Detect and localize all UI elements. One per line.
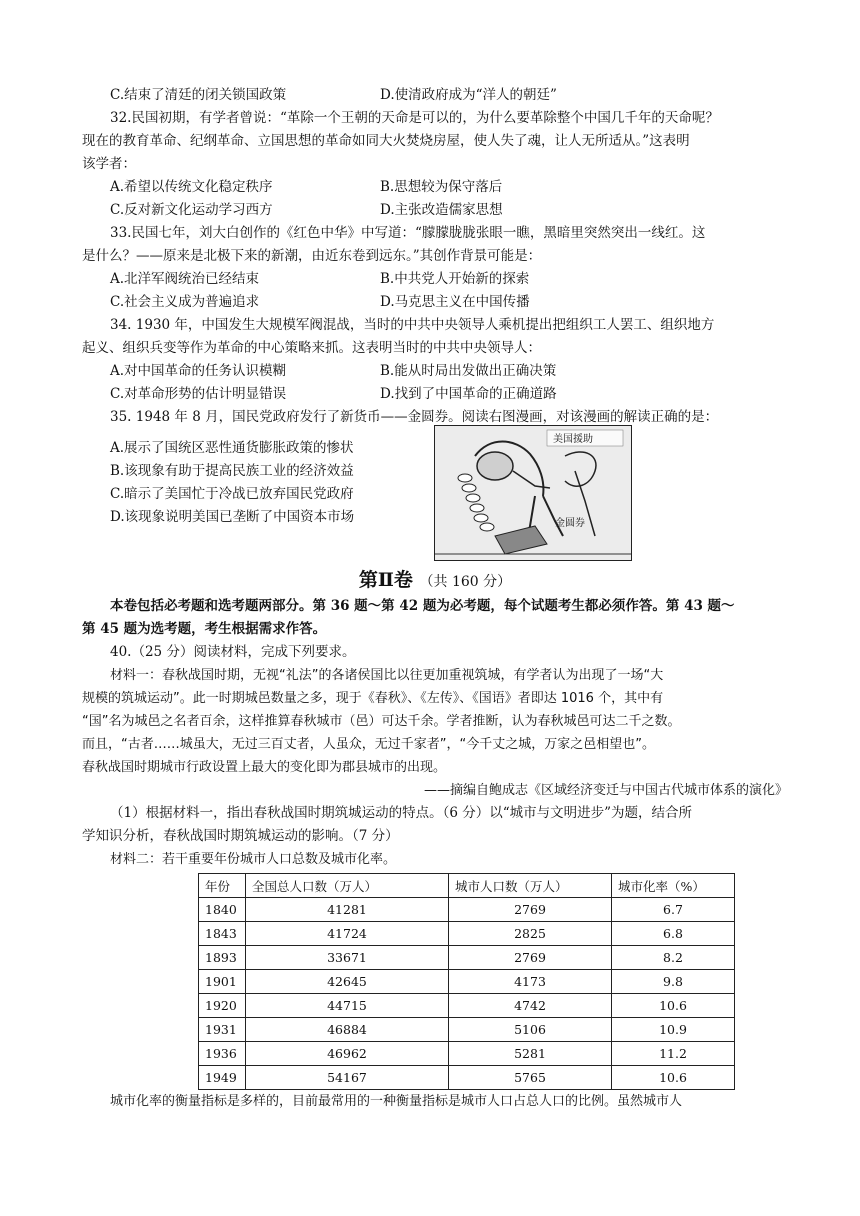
cartoon-label-gold-yuan: 金圆券 — [555, 518, 585, 529]
q34-option-d: D.找到了中国革命的正确道路 — [380, 386, 557, 402]
q32-stem-2: 现在的教育革命、纪纲革命、立国思想的革命如同大火焚烧房屋，使人失了魂，让人无所适从。”这表明 — [82, 133, 690, 149]
cell-year: 1843 — [199, 922, 246, 946]
q33-option-d: D.马克思主义在中国传播 — [380, 294, 530, 310]
q35-option-a: A.展示了国统区恶性通货膨胀政策的惨状 — [110, 440, 354, 456]
cell-total-pop: 42645 — [246, 970, 449, 994]
urbanization-table — [198, 873, 735, 1090]
cell-urban-pop: 2769 — [449, 946, 612, 970]
q34-option-a: A.对中国革命的任务认识模糊 — [110, 363, 287, 379]
section-2-intro-1: 本卷包括必考题和选考题两部分。第 36 题～第 42 题为必考题，每个试题考生都必须作答。第 43 题～ — [110, 598, 735, 614]
q40-stem: 40.（25 分）阅读材料，完成下列要求。 — [110, 644, 356, 660]
cell-total-pop: 33671 — [246, 946, 449, 970]
cell-year: 1931 — [199, 1018, 246, 1042]
q33-option-b: B.中共党人开始新的探索 — [380, 271, 530, 287]
table-row — [199, 970, 735, 994]
cell-urban-rate: 11.2 — [612, 1042, 735, 1066]
cell-total-pop: 46962 — [246, 1042, 449, 1066]
table-row — [199, 946, 735, 970]
q32-option-a: A.希望以传统文化稳定秩序 — [110, 179, 273, 195]
section-2-title: 第Ⅱ卷 — [358, 569, 413, 591]
cell-total-pop: 44715 — [246, 994, 449, 1018]
cell-year: 1920 — [199, 994, 246, 1018]
cell-total-pop: 41281 — [246, 898, 449, 922]
cell-urban-pop: 4173 — [449, 970, 612, 994]
section-2-subtitle: （共 160 分） — [419, 574, 512, 590]
table-row — [199, 1042, 735, 1066]
q34-option-c: C.对革命形势的估计明显错误 — [110, 386, 287, 402]
q31-options — [82, 84, 788, 107]
q33-stem-2: 是什么？——原来是北极下来的新潮，由近东卷到远东。”其创作背景可能是： — [82, 248, 542, 264]
q35-option-d: D.该现象说明美国已垄断了中国资本市场 — [110, 509, 355, 525]
cell-urban-pop: 2825 — [449, 922, 612, 946]
cell-total-pop: 46884 — [246, 1018, 449, 1042]
q40-task-1-line-2: 学知识分析，春秋战国时期筑城运动的影响。（7 分） — [82, 828, 399, 844]
q33-options-cd — [82, 291, 788, 314]
material-1-line-1: 材料一：春秋战国时期，无视“礼法”的各诸侯国比以往更加重视筑城，有学者认为出现了一场“大 — [110, 668, 664, 683]
cell-urban-pop: 5281 — [449, 1042, 612, 1066]
table-header-year: 年份 — [199, 874, 246, 898]
q35-options — [110, 437, 354, 529]
q32-option-d: D.主张改造儒家思想 — [380, 202, 503, 218]
q35-option-c: C.暗示了美国忙于冷战已放弃国民党政府 — [110, 486, 354, 502]
q34-stem-2: 起义、组织兵变等作为革命的中心策略来抓。这表明当时的中共中央领导人： — [82, 340, 541, 356]
q34-option-b: B.能从时局出发做出正确决策 — [380, 363, 557, 379]
table-header-total-pop: 全国总人口数（万人） — [246, 874, 449, 898]
q32-option-b: B.思想较为保守落后 — [380, 179, 503, 195]
cell-urban-rate: 10.6 — [612, 994, 735, 1018]
q35-body — [82, 429, 788, 565]
exam-page — [82, 84, 788, 1113]
material-1-source: ——摘编自鲍成志《区域经济变迁与中国古代城市体系的演化》 — [423, 783, 788, 798]
material-2-commentary: 城市化率的衡量指标是多样的，目前最常用的一种衡量指标是城市人口占总人口的比例。虽然城市人 — [110, 1094, 683, 1109]
q32-option-c: C.反对新文化运动学习西方 — [110, 202, 273, 218]
q31-option-d: D.使清政府成为“洋人的朝廷” — [380, 87, 557, 103]
cell-urban-rate: 10.6 — [612, 1066, 735, 1090]
table-row — [199, 1018, 735, 1042]
material-1-line-4: 而且，“古者……城虽大，无过三百丈者，人虽众，无过千家者”，“今千丈之城，万家之邑相望也”。 — [82, 737, 655, 752]
gold-yuan-cartoon-image — [434, 425, 632, 561]
table-row — [199, 898, 735, 922]
q33-option-c: C.社会主义成为普遍追求 — [110, 294, 260, 310]
cell-year: 1949 — [199, 1066, 246, 1090]
q32-options-ab — [82, 176, 788, 199]
cell-total-pop: 41724 — [246, 922, 449, 946]
q31-option-c: C.结束了清廷的闭关锁国政策 — [110, 87, 287, 103]
cell-year: 1893 — [199, 946, 246, 970]
table-row — [199, 922, 735, 946]
material-1-line-2: 规模的筑城运动”。此一时期城邑数量之多，现于《春秋》、《左传》、《国语》者即达 1016 个，其中有 — [82, 691, 664, 706]
cell-urban-rate: 6.8 — [612, 922, 735, 946]
q32-stem-1: 32.民国初期，有学者曾说：“革除一个王朝的天命是可以的，为什么要革除整个中国几千年的天命呢？ — [110, 110, 719, 126]
cell-year: 1840 — [199, 898, 246, 922]
material-2-title: 材料二：若干重要年份城市人口总数及城市化率。 — [110, 852, 397, 867]
section-2-heading — [82, 567, 788, 595]
cell-urban-pop: 5765 — [449, 1066, 612, 1090]
cell-year: 1901 — [199, 970, 246, 994]
q35-stem: 35. 1948 年 8 月，国民党政府发行了新货币——金圆券。阅读右图漫画，对该漫画的解读正确的是： — [110, 409, 719, 425]
q33-stem-1: 33.民国七年，刘大白创作的《红色中华》中写道：“朦朦胧胧张眼一瞧，黑暗里突然突出一线红。这 — [110, 225, 706, 241]
table-row — [199, 1066, 735, 1090]
material-1-line-5: 春秋战国时期城市行政设置上最大的变化即为郡县城市的出现。 — [82, 760, 447, 775]
q33-option-a: A.北洋军阀统治已经结束 — [110, 271, 260, 287]
table-row — [199, 994, 735, 1018]
q32-stem-3: 该学者： — [82, 156, 136, 172]
q33-options-ab — [82, 268, 788, 291]
table-header-urban-pop: 城市人口数（万人） — [449, 874, 612, 898]
table-header-urban-rate: 城市化率（%） — [612, 874, 735, 898]
cell-urban-rate: 8.2 — [612, 946, 735, 970]
q32-options-cd — [82, 199, 788, 222]
cell-urban-pop: 4742 — [449, 994, 612, 1018]
cell-total-pop: 54167 — [246, 1066, 449, 1090]
cartoon-label-us-aid: 美国援助 — [553, 434, 593, 445]
cell-urban-rate: 9.8 — [612, 970, 735, 994]
material-1-line-3: “国”名为城邑之名者百余，这样推算春秋城市（邑）可达千余。学者推断，认为春秋城邑可达二千之数。 — [82, 714, 681, 729]
q34-options-cd — [82, 383, 788, 406]
cell-urban-pop: 2769 — [449, 898, 612, 922]
cell-urban-rate: 10.9 — [612, 1018, 735, 1042]
table-header-row — [199, 874, 735, 898]
cell-year: 1936 — [199, 1042, 246, 1066]
cell-urban-rate: 6.7 — [612, 898, 735, 922]
section-2-intro-2: 第 45 题为选考题，考生根据需求作答。 — [82, 621, 327, 637]
q34-options-ab — [82, 360, 788, 383]
q34-stem-1: 34. 1930 年，中国发生大规模军阀混战，当时的中共中央领导人乘机提出把组织工人罢工、组织地方 — [110, 317, 715, 333]
cell-urban-pop: 5106 — [449, 1018, 612, 1042]
cartoon-drawing — [435, 426, 631, 560]
q35-option-b: B.该现象有助于提高民族工业的经济效益 — [110, 463, 354, 479]
q40-task-1-line-1: （1）根据材料一，指出春秋战国时期筑城运动的特点。（6 分）以“城市与文明进步”为题，结合所 — [110, 805, 693, 821]
